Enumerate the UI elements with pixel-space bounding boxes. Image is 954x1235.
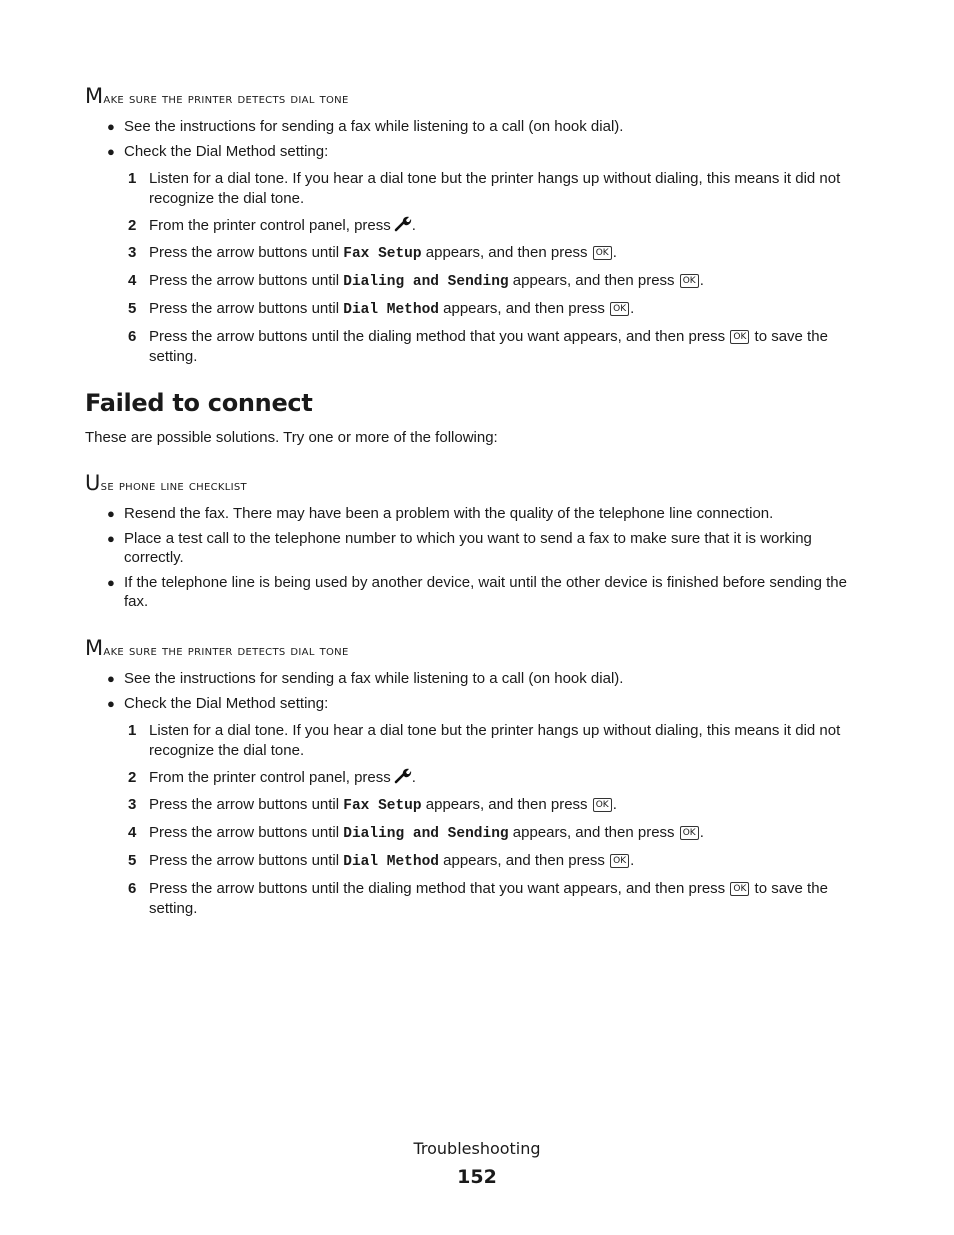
bullet-icon: ● — [107, 695, 115, 711]
bullet-icon: ● — [107, 143, 115, 159]
list-item: 2 From the printer control panel, press . — [128, 769, 416, 786]
list-item: ● Check the Dial Method setting: — [107, 142, 329, 160]
step-list — [0, 721, 954, 926]
menu-code: Dialing and Sending — [343, 274, 509, 290]
list-item: 3 Press the arrow buttons until Fax Setup appears, and then press OK . — [128, 244, 617, 262]
bullet-icon: ● — [107, 530, 115, 546]
menu-code: Dial Method — [343, 854, 439, 870]
list-item: ● If the telephone line is being used by another device, wait until the other device is finished before sending the fax. — [107, 573, 847, 610]
list-item: ● Check the Dial Method setting: — [107, 694, 329, 712]
list-item: 3 Press the arrow buttons until Fax Setup appears, and then press OK . — [128, 796, 617, 814]
list-item: 1 Listen for a dial tone. If you hear a dial tone but the printer hangs up without dialing, this means it did not recognize the dial tone. — [128, 170, 841, 207]
intro-text: These are possible solutions. Try one or more of the following: — [85, 429, 498, 446]
bullet-list — [0, 504, 954, 617]
ok-button-icon: OK — [730, 330, 749, 344]
list-item: ● See the instructions for sending a fax while listening to a call (on hook dial). — [107, 670, 624, 687]
wrench-icon — [394, 216, 412, 232]
footer-section-name: Troubleshooting — [413, 1139, 541, 1158]
list-item: 2 From the printer control panel, press . — [128, 217, 416, 234]
ok-button-icon: OK — [610, 302, 629, 316]
section-heading-dial-tone: Make sure the printer detects dial tone — [85, 636, 349, 660]
section-heading-phone-checklist: Use phone line checklist — [85, 471, 247, 495]
ok-button-icon: OK — [593, 246, 612, 260]
step-list — [0, 169, 954, 374]
bullet-list — [0, 117, 954, 166]
bullet-icon: ● — [107, 506, 115, 521]
menu-code: Dial Method — [343, 302, 439, 318]
list-item: 6 Press the arrow buttons until the dialing method that you want appears, and then press OK to save the setting. — [128, 880, 828, 917]
menu-code: Fax Setup — [343, 798, 422, 814]
ok-button-icon: OK — [730, 882, 749, 896]
bullet-icon: ● — [107, 574, 115, 590]
list-item: ● Resend the fax. There may have been a problem with the quality of the telephone line connection. — [107, 505, 774, 522]
page-number: 152 — [457, 1166, 497, 1188]
list-item: ● See the instructions for sending a fax while listening to a call (on hook dial). — [107, 118, 624, 135]
section-heading-dial-tone: Make sure the printer detects dial tone — [85, 84, 349, 108]
page-title: Failed to connect — [85, 389, 313, 417]
menu-code: Fax Setup — [343, 246, 422, 262]
list-item: 1 Listen for a dial tone. If you hear a dial tone but the printer hangs up without dialing, this means it did not recognize the dial tone. — [128, 722, 841, 759]
list-item: ● Place a test call to the telephone number to which you want to send a fax to make sure that it is working correctly. — [107, 529, 812, 566]
list-item: 5 Press the arrow buttons until Dial Method appears, and then press OK . — [128, 300, 635, 318]
wrench-icon — [394, 768, 412, 784]
list-item: 6 Press the arrow buttons until the dialing method that you want appears, and then press OK to save the setting. — [128, 328, 828, 365]
list-item: 5 Press the arrow buttons until Dial Method appears, and then press OK . — [128, 852, 635, 870]
bullet-icon: ● — [107, 671, 115, 686]
ok-button-icon: OK — [593, 798, 612, 812]
ok-button-icon: OK — [680, 826, 699, 840]
bullet-list — [0, 669, 954, 718]
bullet-icon: ● — [107, 119, 115, 134]
list-item: 4 Press the arrow buttons until Dialing and Sending appears, and then press OK . — [128, 272, 704, 290]
menu-code: Dialing and Sending — [343, 826, 509, 842]
ok-button-icon: OK — [610, 854, 629, 868]
list-item: 4 Press the arrow buttons until Dialing and Sending appears, and then press OK . — [128, 824, 704, 842]
ok-button-icon: OK — [680, 274, 699, 288]
